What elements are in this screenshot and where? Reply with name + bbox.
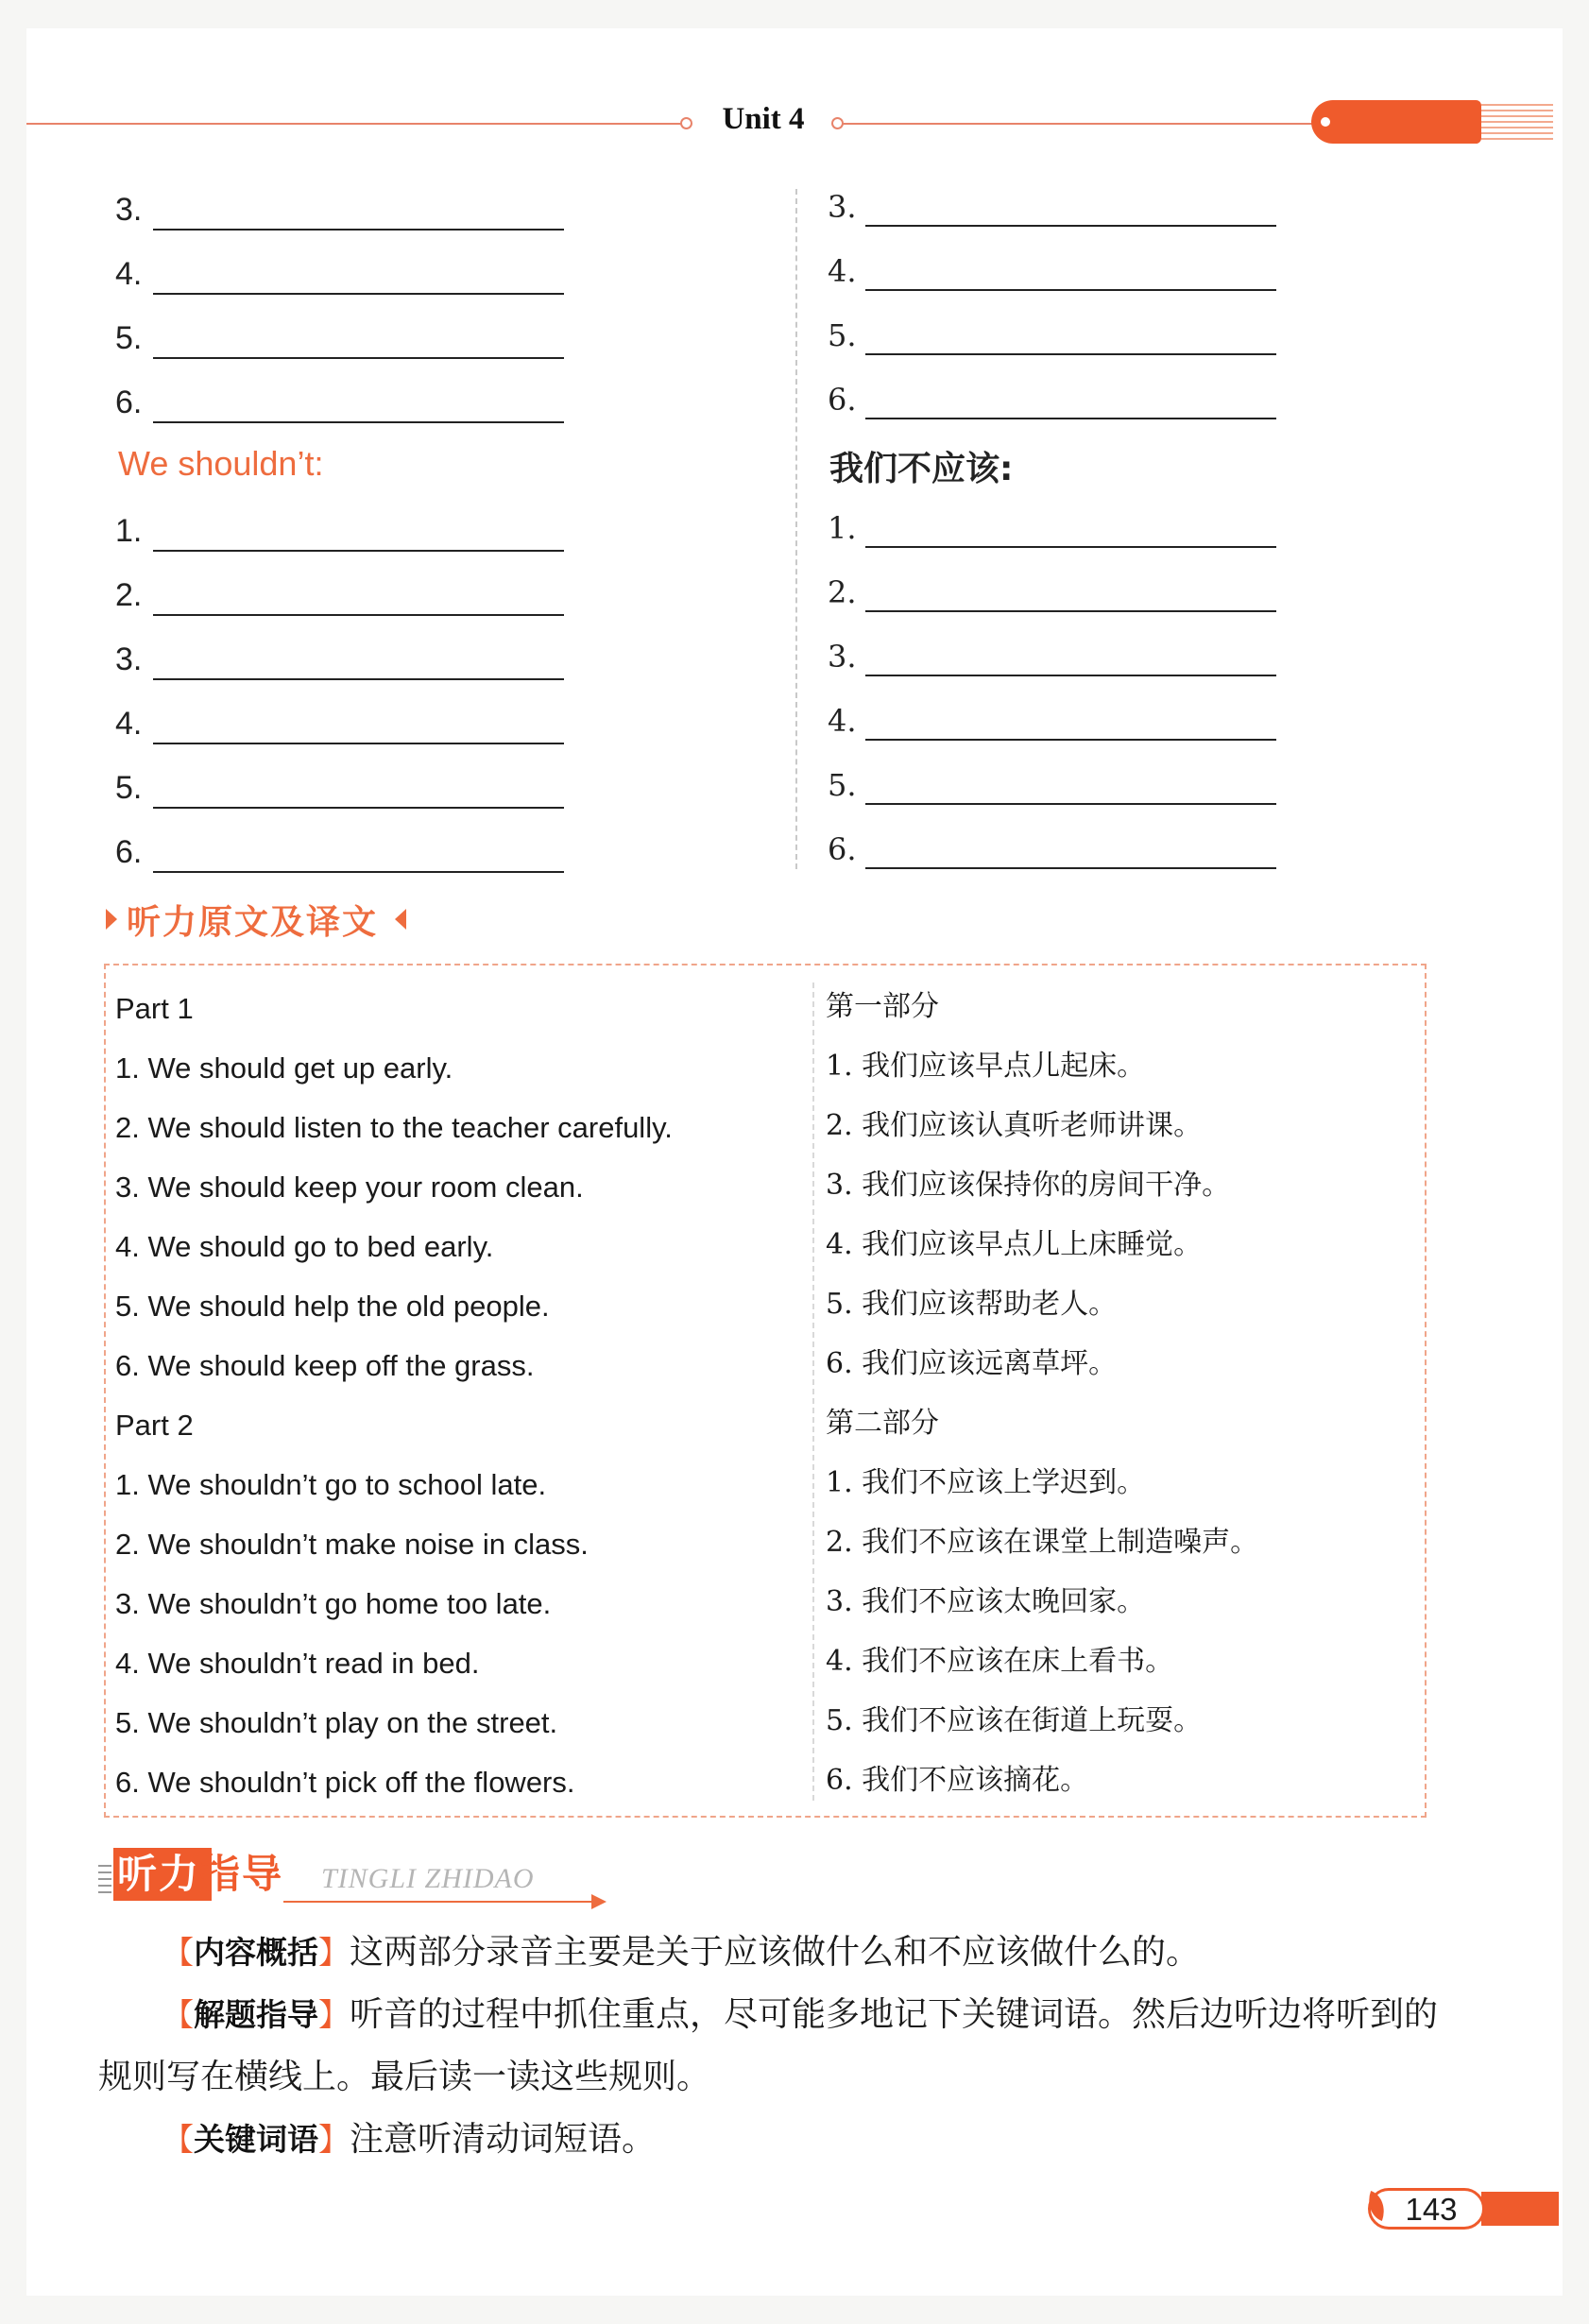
blank-number: 5.: [115, 320, 143, 356]
answer-line[interactable]: [153, 293, 564, 295]
part-heading: 第一部分: [826, 990, 939, 1023]
translation-line: 1. 我们应该早点儿起床。: [826, 1050, 1146, 1083]
answer-line[interactable]: [865, 675, 1276, 676]
blank-row: [115, 826, 569, 873]
blank-number: 6.: [115, 834, 143, 870]
header-tab-dot-icon: [1321, 117, 1330, 127]
guide-pinyin: TINGLI ZHIDAO: [321, 1863, 535, 1894]
blank-number: 6.: [115, 384, 143, 420]
guide-tag: 【内容概括】: [162, 1934, 350, 1971]
blank-row: [828, 565, 1281, 612]
blank-number: 4.: [828, 253, 857, 289]
header-tab: [1311, 100, 1481, 144]
answer-line[interactable]: [153, 678, 564, 680]
answer-line[interactable]: [865, 867, 1276, 869]
blank-number: 6.: [828, 831, 857, 867]
blank-number: 4.: [115, 706, 143, 742]
blank-number: 5.: [828, 317, 857, 353]
answer-line[interactable]: [865, 803, 1276, 805]
transcript-box: [104, 964, 1427, 1818]
blank-number: 4.: [115, 256, 143, 292]
column-divider: [795, 189, 797, 869]
answer-line[interactable]: [153, 807, 564, 809]
blank-number: 1.: [115, 513, 143, 549]
translation-line: 2. 我们应该认真听老师讲课。: [826, 1109, 1203, 1142]
transcript-section-title: 听力原文及译文: [127, 903, 379, 942]
cn-shouldnt-heading: 我们不应该:: [829, 450, 1014, 488]
blank-number: 3.: [828, 189, 857, 225]
guide-arrow-line: [283, 1901, 595, 1903]
part-heading: Part 2: [115, 1409, 194, 1442]
transcript-line: 3. We shouldn’t go home too late.: [115, 1587, 552, 1620]
blank-row: [828, 758, 1281, 805]
part-heading: Part 1: [115, 992, 194, 1025]
answer-line[interactable]: [865, 418, 1276, 419]
answer-line[interactable]: [865, 739, 1276, 741]
we-shouldnt-heading: We shouldn’t:: [118, 444, 324, 483]
arrow-right-icon: [591, 1894, 607, 1909]
blank-row: [828, 179, 1281, 227]
translation-line: 6. 我们应该远离草坪。: [826, 1347, 1118, 1380]
transcript-line: 6. We shouldn’t pick off the flowers.: [115, 1766, 575, 1799]
guide-text: 听音的过程中抓住重点，尽可能多地记下关键词语。然后边听边将听到的规则写在横线上。最后读一读这些规则。: [98, 1995, 1439, 2096]
guide-title: [117, 1848, 283, 1901]
blank-row: [828, 501, 1281, 548]
guide-title-rest: 指导: [200, 1851, 284, 1897]
guide-decor-lines: [98, 1865, 111, 1893]
answer-line[interactable]: [153, 229, 564, 231]
blank-row: [828, 308, 1281, 355]
guide-text: 这两部分录音主要是关于应该做什么和不应该做什么的。: [350, 1933, 1201, 1972]
transcript-line: 5. We shouldn’t play on the street.: [115, 1706, 558, 1739]
transcript-line: 2. We shouldn’t make noise in class.: [115, 1528, 589, 1561]
transcript-line: 1. We shouldn’t go to school late.: [115, 1468, 547, 1501]
header-rule-left: [26, 123, 688, 125]
translation-line: 4. 我们不应该在床上看书。: [826, 1645, 1174, 1678]
translation-line: 3. 我们不应该太晚回家。: [826, 1585, 1146, 1618]
answer-line[interactable]: [153, 743, 564, 744]
part-heading: 第二部分: [826, 1407, 939, 1440]
answer-line[interactable]: [865, 610, 1276, 612]
guide-tag-text: 解题指导: [194, 1996, 318, 2033]
guide-item-summary: [98, 1922, 1440, 1984]
translation-line: 2. 我们不应该在课堂上制造噪声。: [826, 1526, 1259, 1559]
header-stripes: [1481, 104, 1553, 140]
unit-title: Unit 4: [722, 102, 805, 136]
transcript-line: 1. We should get up early.: [115, 1051, 453, 1085]
blank-row: [828, 822, 1281, 869]
triangle-left-icon: [395, 909, 406, 930]
blank-row: [115, 248, 569, 295]
header-rule-right: [843, 123, 1315, 125]
answer-line[interactable]: [153, 357, 564, 359]
answer-line[interactable]: [153, 550, 564, 552]
answer-line[interactable]: [153, 871, 564, 873]
guide-tag-text: 内容概括: [194, 1934, 318, 1971]
blank-row: [115, 633, 569, 680]
blank-number: 5.: [115, 770, 143, 806]
blank-row: [115, 697, 569, 744]
blank-number: 5.: [828, 767, 857, 803]
blank-number: 2.: [115, 577, 143, 613]
translation-line: 5. 我们应该帮助老人。: [826, 1288, 1118, 1321]
translation-line: 1. 我们不应该上学迟到。: [826, 1466, 1146, 1499]
blank-number: 4.: [828, 703, 857, 739]
transcript-line: 4. We should go to bed early.: [115, 1230, 494, 1263]
answer-line[interactable]: [865, 289, 1276, 291]
transcript-line: 5. We should help the old people.: [115, 1290, 550, 1323]
transcript-line: 4. We shouldn’t read in bed.: [115, 1647, 480, 1680]
header-dot-left: [680, 117, 692, 129]
transcript-line: 2. We should listen to the teacher carefully.: [115, 1111, 673, 1144]
blank-number: 2.: [828, 574, 857, 610]
transcript-line: 3. We should keep your room clean.: [115, 1171, 584, 1204]
blank-row: [115, 504, 569, 552]
blank-number: 1.: [828, 510, 857, 546]
blank-number: 6.: [828, 382, 857, 418]
guide-text: 注意听清动词短语。: [350, 2120, 657, 2159]
answer-line[interactable]: [153, 614, 564, 616]
blank-row: [828, 693, 1281, 741]
blank-number: 3.: [828, 639, 857, 675]
blank-row: [828, 244, 1281, 291]
guide-item-keywords: [98, 2109, 1440, 2171]
guide-title-highlight-text: 听力: [117, 1851, 201, 1897]
answer-line[interactable]: [865, 353, 1276, 355]
translation-line: 4. 我们应该早点儿上床睡觉。: [826, 1228, 1203, 1261]
blank-number: 3.: [115, 641, 143, 677]
blank-row: [115, 376, 569, 423]
blank-number: 3.: [115, 192, 143, 228]
translation-line: 3. 我们应该保持你的房间干净。: [826, 1169, 1231, 1202]
answer-line[interactable]: [865, 546, 1276, 548]
answer-line[interactable]: [153, 421, 564, 423]
guide-tag-text: 关键词语: [194, 2121, 318, 2158]
blank-row: [115, 761, 569, 809]
blank-row: [115, 183, 569, 231]
blank-row: [115, 312, 569, 359]
transcript-line: 6. We should keep off the grass.: [115, 1349, 535, 1382]
translation-line: 6. 我们不应该摘花。: [826, 1764, 1089, 1797]
answer-line[interactable]: [865, 225, 1276, 227]
translation-line: 5. 我们不应该在街道上玩耍。: [826, 1704, 1203, 1737]
triangle-right-icon: [106, 909, 117, 930]
transcript-divider: [812, 983, 814, 1801]
blank-row: [828, 629, 1281, 676]
guide-tag: 【关键词语】: [162, 2121, 350, 2158]
page-number: 143: [1405, 2192, 1458, 2227]
guide-tag: 【解题指导】: [162, 1996, 350, 2033]
blank-row: [115, 569, 569, 616]
guide-item-method: [98, 1984, 1440, 2109]
page-number-tab: [1481, 2192, 1559, 2226]
blank-row: [828, 372, 1281, 419]
